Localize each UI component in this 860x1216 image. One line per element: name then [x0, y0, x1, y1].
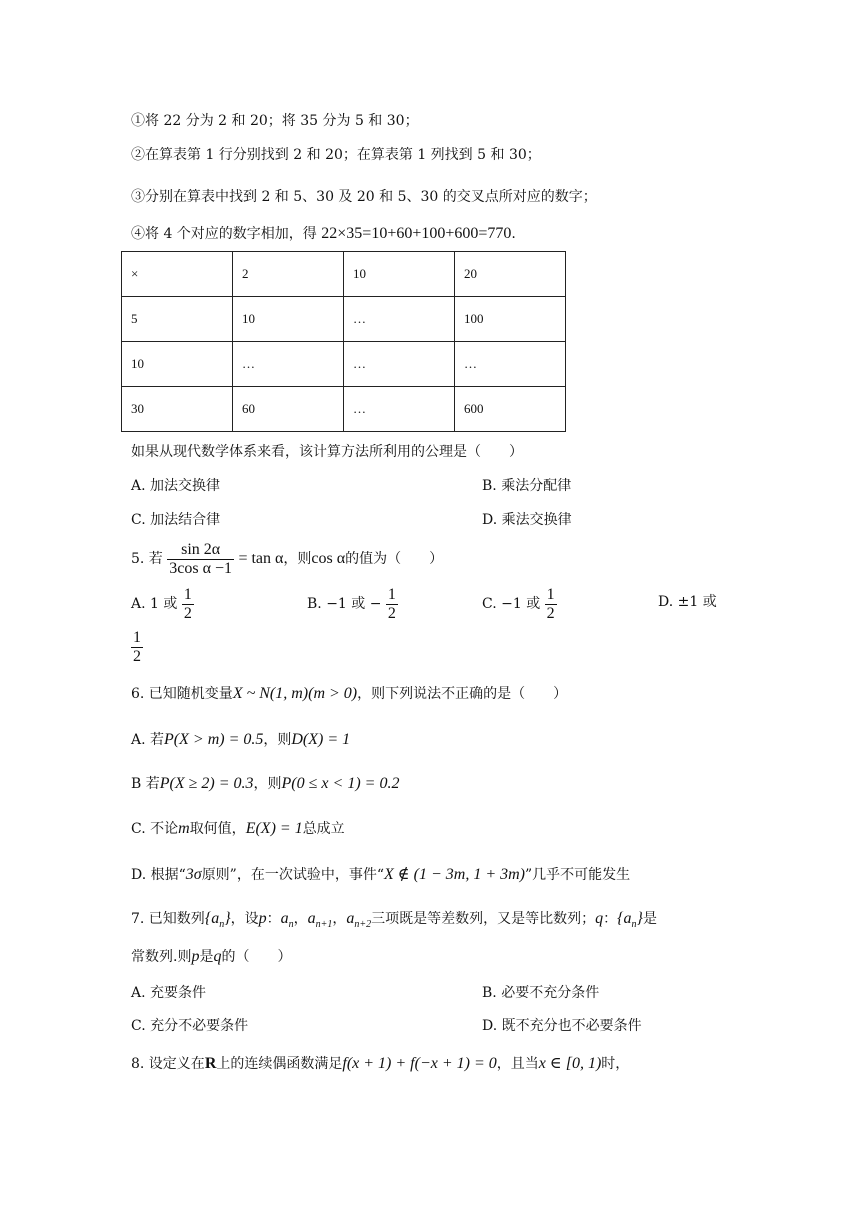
q7-an2: [346, 910, 372, 931]
step-3: ③分别在算表中找到 2 和 5、30 及 20 和 5、30 的交叉点所对应的数字；: [131, 189, 597, 205]
q4-option-c: C. 加法结合律: [131, 512, 221, 528]
q7-an-a: a: [280, 910, 289, 927]
q7-an: [280, 910, 294, 931]
q7-l2-is: 是: [199, 949, 214, 965]
q7-option-a: A. 充要条件: [131, 985, 207, 1001]
table-row: [122, 387, 566, 432]
q5-stem: [131, 540, 443, 578]
q6-c-text: C. 不论: [131, 821, 179, 837]
q5-option-d-fraction: [131, 628, 143, 666]
q7-q: q: [595, 910, 604, 927]
step-4-equation: 22×35=10+60+100+600=770: [321, 225, 512, 242]
q7-is: 是: [642, 911, 657, 927]
q7-p2: p: [191, 948, 200, 965]
q7-option-b: B. 必要不充分条件: [482, 985, 600, 1001]
q6-option-d: [131, 865, 630, 885]
half-den: 2: [546, 604, 555, 622]
q7-p: p: [258, 910, 267, 927]
step-2: ②在算表第 1 行分别找到 2 和 20；在算表第 1 列找到 5 和 30；: [131, 147, 541, 163]
q6-c-math: m: [178, 820, 190, 837]
q6-option-c: [131, 819, 345, 839]
table-row: [122, 297, 566, 342]
q6-stem-text: 6. 已知随机变量: [131, 686, 233, 702]
q6-c-math2: E(X) = 1: [245, 820, 303, 837]
q7-condition: 三项既是等差数列，又是等比数列；: [371, 911, 596, 927]
table-cell: 10: [122, 342, 233, 387]
half-fraction: [131, 629, 143, 666]
q7-set: ，设: [230, 911, 259, 927]
q7-sub: n+1: [315, 919, 333, 931]
q4-stem: 如果从现代数学体系来看，该计算方法所利用的公理是（ ）: [131, 444, 523, 460]
q8-math1: f(x + 1) + f(−x + 1) = 0: [342, 1055, 497, 1072]
half-num: 1: [546, 585, 555, 603]
q6-c-tail: 总成立: [302, 821, 345, 837]
q7-l2-text: 常数列.则: [131, 949, 192, 965]
table-cell: 2: [233, 252, 344, 297]
q7-line-1: 7. 已知数列$\{a_n\}$，设p：$a_n$，$a_{n+1}$，$a_{n+2}$三项既是等差数列，又是等比数列；q：$\{a_n\}$是: [131, 910, 657, 931]
half-num: 1: [387, 585, 396, 603]
half-fraction: [386, 586, 398, 623]
step-1: ①将 22 分为 2 和 20；将 35 分为 5 和 30；: [131, 113, 419, 129]
q5-fraction: [167, 541, 234, 578]
q5-suffix: 的值为（ ）: [345, 551, 444, 567]
q5-prefix: 5. 若: [131, 551, 163, 567]
table-cell: …: [344, 342, 455, 387]
q7-text: 7. 已知数列: [131, 911, 205, 927]
q5-option-b: [307, 585, 398, 623]
q6-a-text: A. 若: [131, 732, 165, 748]
half-den: 2: [133, 647, 141, 665]
q8-when: 时，: [601, 1056, 630, 1072]
q5-option-d: D. ±1 或: [658, 594, 717, 610]
q7-an1: [307, 910, 333, 931]
q8-stem: [131, 1054, 629, 1074]
table-cell: 5: [122, 297, 233, 342]
q4-option-b: B. 乘法分配律: [482, 478, 572, 494]
q6-b-then: ，则: [253, 776, 282, 792]
q6-b-text: B 若: [131, 776, 160, 792]
table-cell: ×: [122, 252, 233, 297]
q6-option-b: [131, 774, 399, 794]
q8-mid: 上的连续偶函数满足: [216, 1056, 343, 1072]
step-4: [131, 224, 516, 244]
q6-a-then: ，则: [263, 732, 292, 748]
q8-math2: x ∈ [0, 1): [538, 1055, 602, 1072]
q8-R: R: [204, 1055, 217, 1072]
q6-d-math1: 3σ: [185, 866, 202, 883]
q4-option-d: D. 乘法交换律: [482, 512, 572, 528]
q5-target: cos α: [311, 550, 346, 567]
q5-option-b-text: B. −1 或 −: [307, 596, 382, 612]
q6-option-a: [131, 730, 350, 750]
q8-and: ，且当: [496, 1056, 539, 1072]
q6-d-text: D. 根据“: [131, 867, 186, 883]
table-cell: 10: [233, 297, 344, 342]
half-num: 1: [183, 585, 192, 603]
q7-l2-tail: 的（ ）: [221, 949, 292, 965]
q7-option-d: D. 既不充分也不必要条件: [482, 1018, 642, 1034]
multiplication-table: [121, 251, 566, 432]
table-cell: 10: [344, 252, 455, 297]
q7-q2: q: [213, 948, 222, 965]
period: .: [511, 226, 516, 242]
q5-option-a: [131, 585, 194, 623]
q6-d-math2: X ∉ (1 − 3m, 1 + 3m): [384, 866, 525, 883]
q6-b-math1: P(X ≥ 2) = 0.3: [159, 775, 254, 792]
half-den: 2: [387, 604, 396, 622]
q7-seq2-a: {a: [617, 910, 632, 927]
table-cell: 60: [233, 387, 344, 432]
q7-seq: $\{a_n\}$: [204, 910, 231, 931]
q7-an2-a: a: [346, 910, 355, 927]
table-row: [122, 252, 566, 297]
q8-text: 8. 设定义在: [131, 1056, 205, 1072]
half-den: 2: [183, 604, 192, 622]
half-fraction: [182, 586, 194, 623]
half-num: 1: [133, 628, 141, 646]
q5-option-c-text: C. −1 或: [482, 596, 541, 612]
q7-sub: n+2: [354, 919, 372, 931]
q7-line-2: [131, 947, 291, 967]
q5-mid: ，则: [283, 551, 312, 567]
half-fraction: [545, 586, 557, 623]
q6-d-mid: 原则”，在一次试验中，事件“: [201, 867, 385, 883]
table-cell: …: [344, 297, 455, 342]
q7-an1-a: a: [307, 910, 316, 927]
table-cell: …: [233, 342, 344, 387]
q6-d-tail: ”几乎不可能发生: [525, 867, 631, 883]
q6-stem: [131, 684, 567, 704]
table-cell: …: [455, 342, 566, 387]
q5-option-c: [482, 585, 557, 623]
q5-denominator: 3cos α −1: [169, 559, 232, 577]
q7-seq2: $\{a_n\}$: [617, 910, 643, 931]
q7-sub: n: [631, 919, 637, 931]
table-cell: 600: [455, 387, 566, 432]
q7-seq-a: {a: [204, 910, 220, 927]
q6-stem-tail: ，则下列说法不正确的是（ ）: [357, 686, 568, 702]
q6-c-mid: 取何值，: [189, 821, 246, 837]
table-cell: …: [344, 387, 455, 432]
q7-colon2: ：: [603, 911, 618, 927]
table-cell: 30: [122, 387, 233, 432]
q6-a-math1: P(X > m) = 0.5: [164, 731, 264, 748]
table-row: [122, 342, 566, 387]
table-cell: 20: [455, 252, 566, 297]
q7-option-c: C. 充分不必要条件: [131, 1018, 249, 1034]
q4-option-a: A. 加法交换律: [131, 478, 221, 494]
q7-sub-n: n: [219, 919, 225, 931]
q7-colon: ：: [266, 911, 281, 927]
step-4-text: ④将 4 个对应的数字相加，得: [131, 226, 317, 242]
q6-a-math2: D(X) = 1: [291, 731, 351, 748]
q5-option-a-text: A. 1 或: [131, 596, 178, 612]
q5-equals: = tan α: [238, 550, 284, 567]
q5-numerator: sin 2α: [167, 541, 234, 560]
table-cell: 100: [455, 297, 566, 342]
q6-b-math2: P(0 ≤ x < 1) = 0.2: [281, 775, 400, 792]
q7-sub: n: [288, 919, 294, 931]
q6-stem-math: X ~ N(1, m)(m > 0): [232, 685, 358, 702]
